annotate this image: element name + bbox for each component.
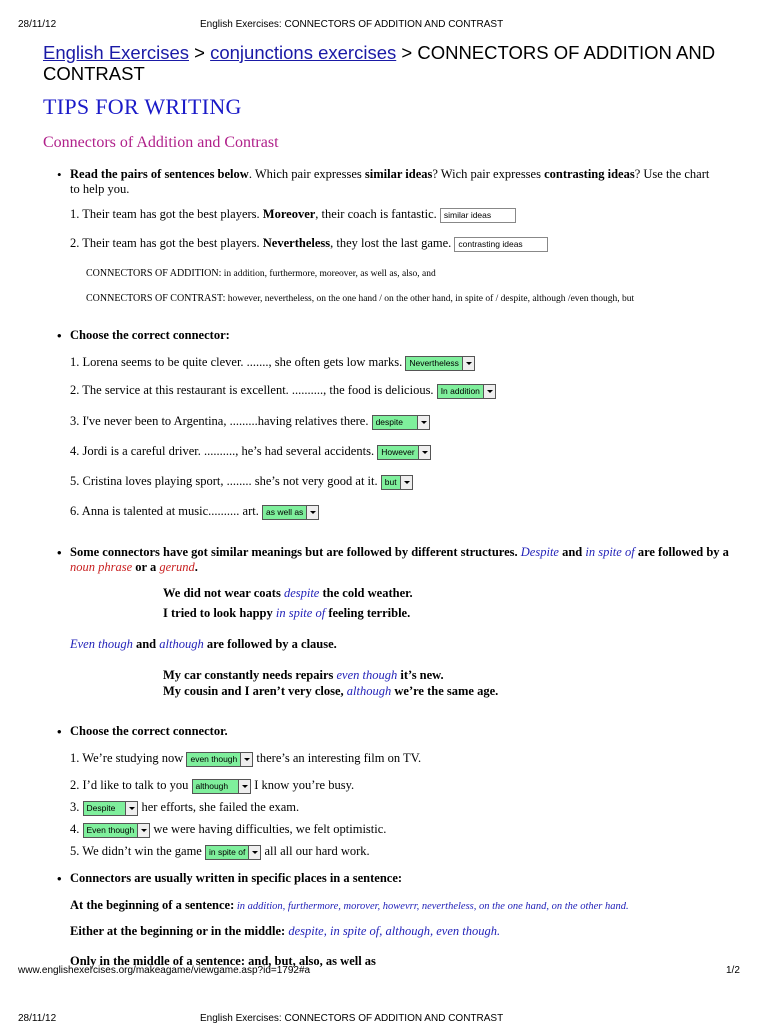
chevron-down-icon[interactable] — [400, 476, 412, 489]
s5-list: in addition, furthermore, morover, howevrr, nevertheless, on the one hand, on the other hand. — [234, 901, 629, 912]
s3-example-4 — [163, 684, 498, 699]
ex-text: we’re the same age. — [391, 684, 499, 698]
item-text: 1. Lorena seems to be quite clever. ......., she often gets low marks. — [70, 355, 403, 369]
item-text: all all our hard work. — [261, 844, 370, 858]
exercise-item — [70, 474, 413, 490]
s3-text: and — [132, 637, 160, 651]
s1-contrast: contrasting ideas — [544, 167, 635, 181]
breadcrumb-link-conjunctions[interactable]: conjunctions exercises — [210, 42, 397, 63]
chevron-down-icon[interactable] — [462, 357, 474, 370]
addition-list: in addition, furthermore, moreover, as well as, also, and — [221, 269, 436, 279]
connector-dropdown[interactable] — [372, 415, 430, 430]
item-text: 2. The service at this restaurant is excellent. .........., the food is delicious. — [70, 383, 434, 397]
exercise-item — [70, 822, 386, 838]
item-text: there’s an interesting film on TV. — [253, 751, 422, 765]
ex-text: 2. Their team has got the best players. — [70, 236, 263, 250]
ex-text: I tried to look happy — [163, 606, 276, 620]
ex-connector: although — [346, 684, 392, 698]
ex-text: , they lost the last game. — [330, 236, 452, 250]
page-subtitle: Connectors of Addition and Contrast — [43, 134, 279, 151]
s3-even-though: Even though — [70, 637, 133, 651]
item-text: 6. Anna is talented at music.......... art. — [70, 504, 259, 518]
item-text: 2. I’d like to talk to you — [70, 778, 189, 792]
item-text: 4. Jordi is a careful driver. .........., he’s had several accidents. — [70, 444, 375, 458]
section4-heading: • Choose the correct connector. — [70, 724, 228, 739]
s3-although: although — [159, 637, 204, 651]
dropdown-value: In addition — [438, 385, 483, 398]
ex-text: the cold weather. — [319, 586, 413, 600]
s1-text: ? Use the chart to help you. — [70, 167, 710, 196]
item-text: 1. We’re studying now — [70, 751, 184, 765]
s1-text: ? Wich pair expresses — [432, 167, 545, 181]
ex-text: We did not wear coats — [163, 586, 284, 600]
chevron-down-icon[interactable] — [240, 753, 252, 766]
s1-example-1 — [70, 207, 516, 223]
chevron-down-icon[interactable] — [137, 824, 149, 837]
exercise-item — [70, 844, 370, 860]
s5-either — [70, 924, 500, 939]
cut-off-text: Only in the middle of a sentence: and, but, also, as well as — [70, 954, 376, 968]
s3-example-3 — [163, 668, 444, 683]
item-text: 5. Cristina loves playing sport, ........ she’s not very good at it. — [70, 474, 378, 488]
breadcrumb-link-english-exercises[interactable]: English Exercises — [43, 42, 190, 63]
contrast-list: however, nevertheless, on the one hand / on the other hand, in spite of / despite, although /even though, but — [225, 294, 635, 304]
dropdown-value: but — [382, 476, 400, 489]
ex-text: it’s new. — [397, 668, 444, 682]
section1-intro — [70, 167, 715, 197]
s5-label: Either at the beginning or in the middle: — [70, 924, 286, 938]
print-title: English Exercises: CONNECTORS OF ADDITION AND CONTRAST — [200, 19, 504, 30]
exercise-item — [70, 414, 430, 430]
page-number: 1/2 — [726, 965, 740, 976]
ex-text: My cousin and I aren’t very close, — [163, 684, 347, 698]
footer-date: 28/11/12 — [18, 1013, 57, 1024]
connector-dropdown[interactable] — [186, 752, 253, 767]
item-text: her efforts, she failed the exam. — [138, 800, 300, 814]
dropdown-value: Even though — [84, 824, 138, 837]
breadcrumb-separator: > — [401, 42, 413, 63]
item-text: 5. We didn’t win the game — [70, 844, 202, 858]
dropdown-value: as well as — [263, 506, 306, 519]
answer-input-1[interactable]: similar ideas — [440, 208, 516, 223]
s5-beginning — [70, 898, 629, 914]
item-text: 3. — [70, 800, 80, 814]
dropdown-value: However — [378, 446, 418, 459]
ex-connector: even though — [336, 668, 398, 682]
chevron-down-icon[interactable] — [417, 416, 429, 429]
dropdown-value: Despite — [84, 802, 126, 815]
connector-dropdown[interactable] — [83, 801, 139, 816]
s3-text: or a — [132, 560, 160, 574]
chevron-down-icon[interactable] — [248, 846, 260, 859]
s1-similar: similar ideas — [364, 167, 433, 181]
page-title: TIPS FOR WRITING — [43, 94, 242, 119]
ex-connector: Moreover — [262, 207, 316, 221]
connector-dropdown[interactable] — [381, 475, 413, 490]
s3-in-spite-of: in spite of — [585, 545, 635, 559]
s1-text: . Which pair expresses — [248, 167, 365, 181]
s3-despite: Despite — [520, 545, 559, 559]
item-text: 3. I've never been to Argentina, .........having relatives there. — [70, 414, 369, 428]
s3-text: Some connectors have got similar meanings but are followed by different structures. — [70, 545, 521, 559]
ex-connector: despite — [283, 586, 320, 600]
chevron-down-icon[interactable] — [306, 506, 318, 519]
ex-connector: Nevertheless — [262, 236, 331, 250]
section5-heading: • Connectors are usually written in specific places in a sentence: — [70, 871, 402, 886]
s1-example-2 — [70, 236, 548, 252]
exercise-item — [70, 778, 354, 794]
dropdown-value: although — [193, 780, 239, 793]
section2-heading: • Choose the correct connector: — [70, 328, 230, 343]
s3-gerund: gerund — [159, 560, 195, 574]
connector-dropdown[interactable] — [192, 779, 252, 794]
dropdown-value: despite — [373, 416, 417, 429]
connector-dropdown[interactable] — [83, 823, 151, 838]
breadcrumb-separator: > — [194, 42, 205, 63]
exercise-item — [70, 355, 475, 371]
addition-label: CONNECTORS OF ADDITION: — [86, 268, 222, 279]
ex-text: My car constantly needs repairs — [163, 668, 337, 682]
footer-url: www.englishexercises.org/makeagame/viewgame.asp?id=1792#a — [18, 965, 311, 976]
breadcrumb-current: CONNECTORS OF ADDITION AND CONTRAST — [43, 42, 716, 84]
connector-dropdown[interactable] — [405, 356, 475, 371]
s3-text: and — [558, 545, 586, 559]
item-text: 4. — [70, 822, 80, 836]
exercise-item — [70, 504, 319, 520]
s5-label: At the beginning of a sentence: — [70, 898, 235, 912]
connector-dropdown[interactable] — [437, 384, 496, 399]
ex-connector: in spite of — [275, 606, 326, 620]
section3-intro — [70, 545, 730, 575]
footer-title: English Exercises: CONNECTORS OF ADDITION AND CONTRAST — [200, 1013, 504, 1024]
exercise-item — [70, 751, 421, 767]
s5-list: despite, in spite of, although, even though. — [285, 924, 501, 938]
s3-noun-phrase: noun phrase — [70, 560, 133, 574]
item-text: we were having difficulties, we felt optimistic. — [150, 822, 387, 836]
s3-text: are followed by a clause. — [203, 637, 337, 651]
dropdown-value: even though — [187, 753, 240, 766]
contrast-label: CONNECTORS OF CONTRAST: — [86, 293, 226, 304]
ex-text: , their coach is fantastic. — [315, 207, 437, 221]
chevron-down-icon[interactable] — [238, 780, 250, 793]
answer-input-2[interactable]: contrasting ideas — [454, 237, 548, 252]
chevron-down-icon[interactable] — [125, 802, 137, 815]
ex-text: feeling terrible. — [325, 606, 411, 620]
s3-text: are followed by a — [634, 545, 729, 559]
ex-text: 1. Their team has got the best players. — [70, 207, 263, 221]
breadcrumb — [43, 42, 743, 84]
chevron-down-icon[interactable] — [483, 385, 495, 398]
s3-text: . — [194, 560, 198, 574]
connector-dropdown[interactable] — [377, 445, 431, 460]
item-text: I know you’re busy. — [251, 778, 355, 792]
connector-dropdown[interactable] — [205, 845, 261, 860]
exercise-item — [70, 383, 496, 399]
dropdown-value: in spite of — [206, 846, 248, 859]
exercise-item — [70, 444, 431, 460]
dropdown-value: Nevertheless — [406, 357, 462, 370]
exercise-item — [70, 800, 299, 816]
connectors-of-contrast — [86, 290, 634, 307]
s3-example-2 — [163, 606, 410, 621]
connector-dropdown[interactable] — [262, 505, 319, 520]
s1-lead: Read the pairs of sentences below — [70, 167, 249, 181]
chevron-down-icon[interactable] — [418, 446, 430, 459]
connectors-of-addition — [86, 265, 436, 282]
s3-example-1 — [163, 586, 413, 601]
cut-off-line — [70, 950, 710, 968]
s3-clause-note — [70, 637, 337, 652]
print-date: 28/11/12 — [18, 19, 57, 30]
